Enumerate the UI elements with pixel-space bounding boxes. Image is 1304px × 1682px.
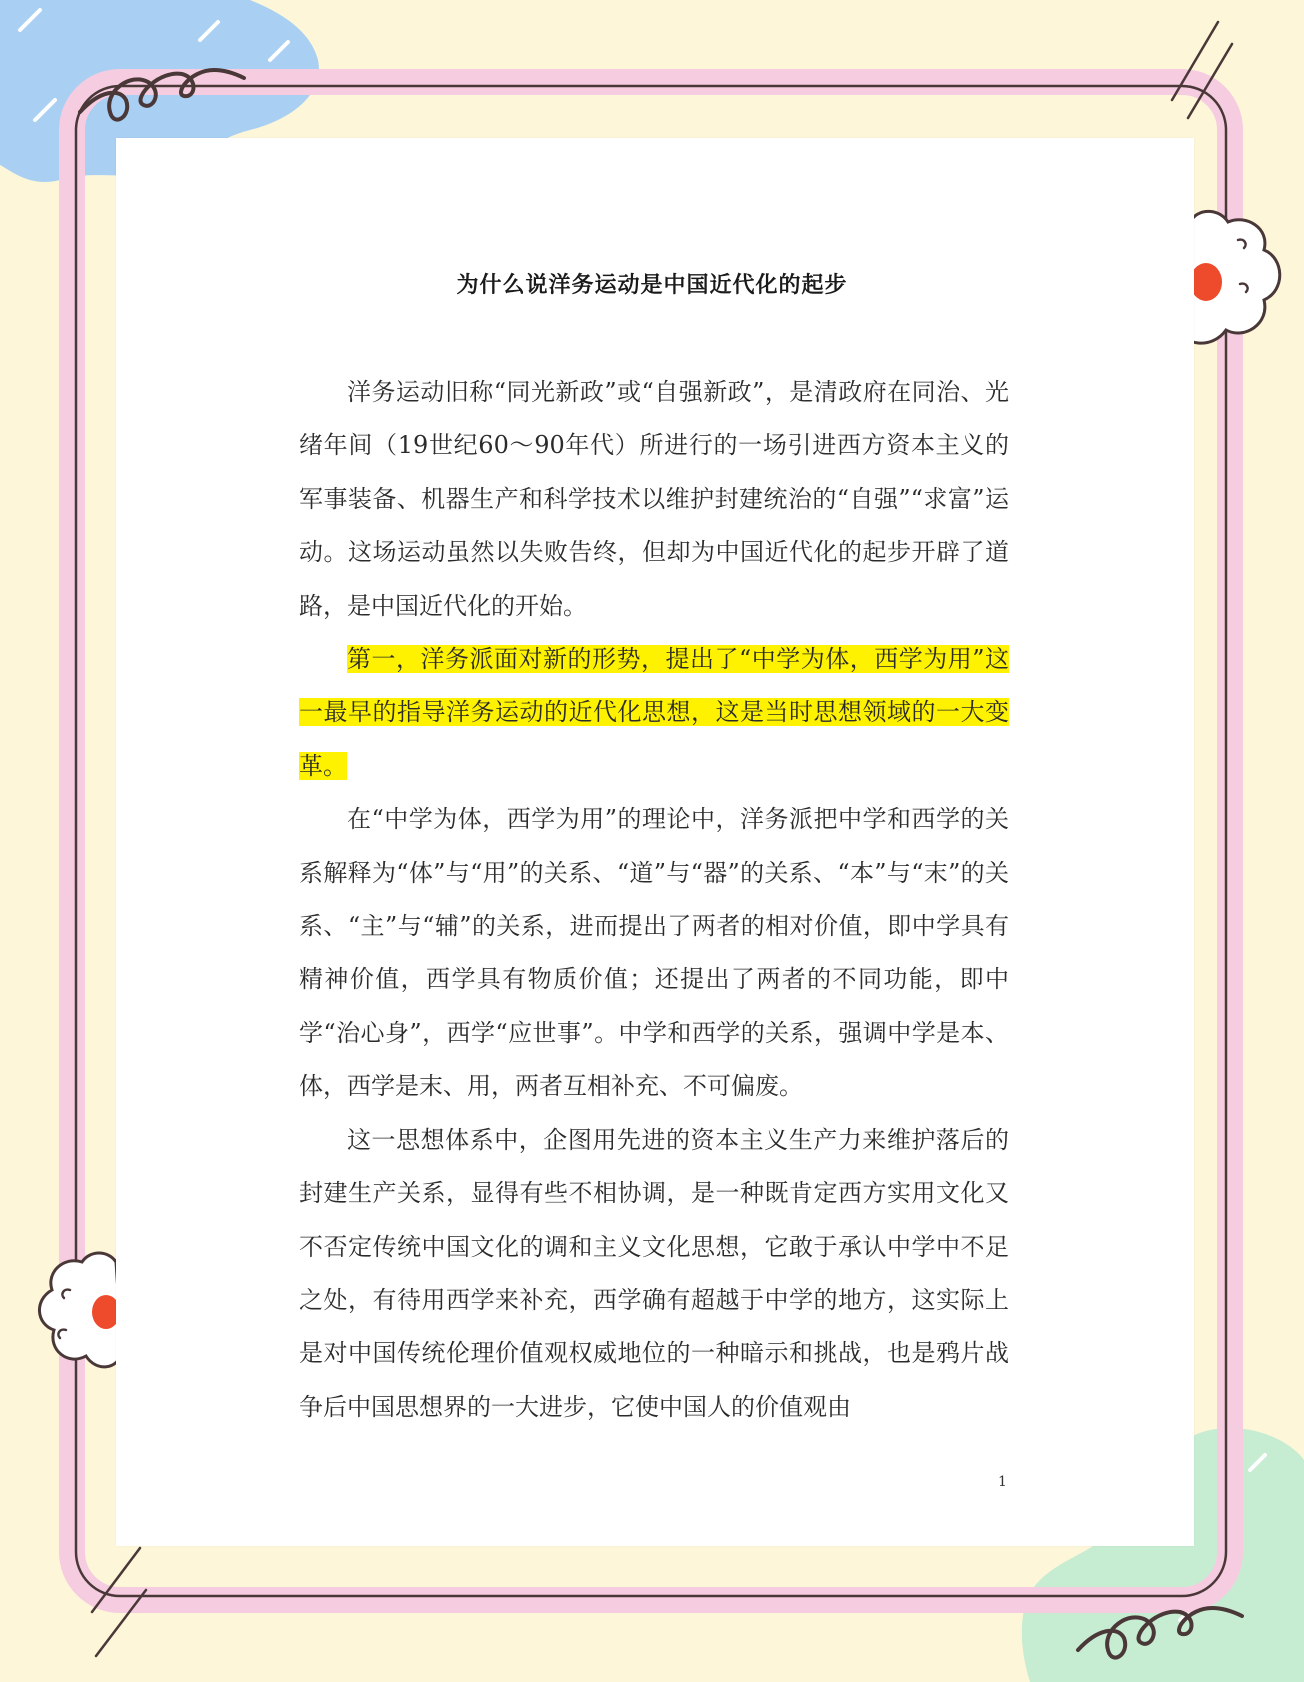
paragraph xyxy=(299,366,1009,633)
paragraph-text: 洋务运动旧称“同光新政”或“自强新政”，是清政府在同治、光绪年间（19世纪60～90年代）所进行的一场引进西方资本主义的军事装备、机器生产和科学技术以维护封建统治的“自强”“求富”运动。这场运动虽然以失败告终，但却为中国近代化的起步开辟了道路，是中国近代化的开始。 xyxy=(299,378,1009,620)
paragraph xyxy=(299,1114,1009,1434)
page-number: 1 xyxy=(998,1474,1007,1490)
paragraph xyxy=(299,793,1009,1113)
paragraph-text: 这一思想体系中，企图用先进的资本主义生产力来维护落后的封建生产关系，显得有些不相协调，是一种既肯定西方实用文化又不否定传统中国文化的调和主义文化思想，它敢于承认中学中不足之处，有待用西学来补充，西学确有超越于中学的地方，这实际上是对中国传统伦理价值观权威地位的一种暗示和挑战，也是鸦片战争后中国思想界的一大进步，它使中国人的价值观由 xyxy=(299,1125,1009,1421)
highlighted-text: 第一，洋务派面对新的形势，提出了“中学为体，西学为用”这一最早的指导洋务运动的近代化思想，这是当时思想领域的一大变革。 xyxy=(299,645,1009,780)
paragraph-highlighted xyxy=(299,633,1009,793)
paragraph-text: 在“中学为体，西学为用”的理论中，洋务派把中学和西学的关系解释为“体”与“用”的关系、“道”与“器”的关系、“本”与“末”的关系、“主”与“辅”的关系，进而提出了两者的相对价值，即中学具有精神价值，西学具有物质价值；还提出了两者的不同功能，即中学“治心身”，西学“应世事”。中学和西学的关系，强调中学是本、体，西学是末、用，两者互相补充、不可偏废。 xyxy=(299,805,1009,1101)
document-body xyxy=(299,366,1009,1434)
document-title: 为什么说洋务运动是中国近代化的起步 xyxy=(456,273,848,298)
flower-icon xyxy=(39,1253,122,1367)
